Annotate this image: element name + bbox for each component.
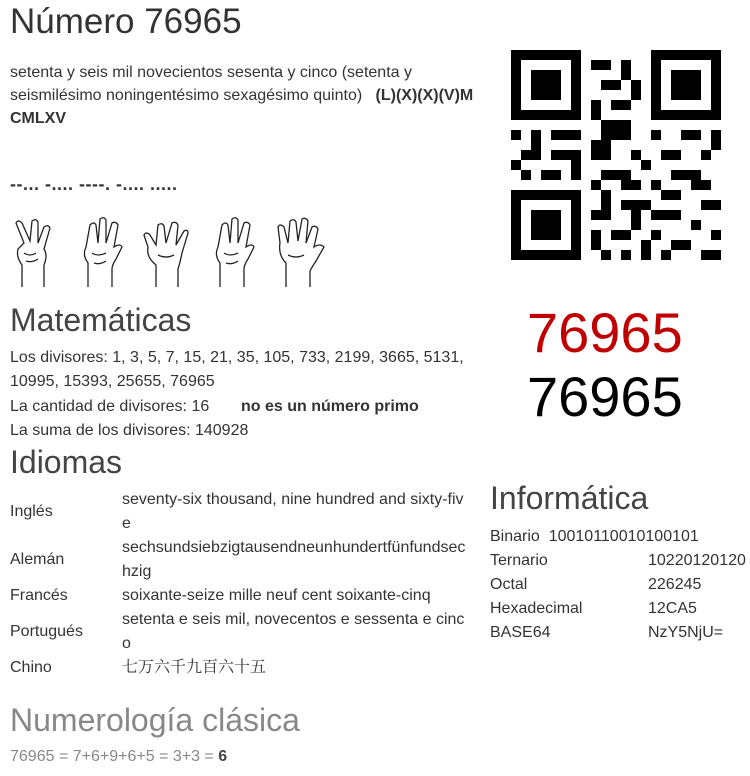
divisor-sum: La suma de los divisores: 140928 <box>10 422 249 439</box>
info-label: Ternario <box>490 552 548 569</box>
info-label: Hexadecimal <box>490 600 583 617</box>
ternary-row <box>490 549 746 573</box>
binary-label: Binario <box>490 528 540 545</box>
language-name: Francés <box>10 587 68 604</box>
language-name: Chino <box>10 659 52 676</box>
words-text: setenta y seis mil novecientos sesenta y cinco (setenta y seismilésimo noningentésimo sexagésimo quinto) <box>10 64 412 104</box>
prime-status: no es un número primo <box>241 398 419 415</box>
divisor-count: La cantidad de divisores: 16 <box>10 398 210 415</box>
info-value: 226245 <box>648 576 702 593</box>
info-label: Octal <box>490 576 528 593</box>
info-label: BASE64 <box>490 624 551 641</box>
qr-code <box>511 50 721 260</box>
hand-6-icon <box>76 213 128 289</box>
language-name: Inglés <box>10 503 53 520</box>
languages-heading: Idiomas <box>10 444 123 480</box>
number-in-words <box>10 61 480 130</box>
hand-7-icon <box>10 213 62 289</box>
computing-heading: Informática <box>490 480 649 516</box>
hand-6-icon <box>208 213 260 289</box>
number-display-black: 76965 <box>527 365 683 428</box>
morse-code: --... -.... ----. -.... ..... <box>10 174 178 194</box>
sign-language-hands <box>10 213 326 289</box>
roman-numeral: (L)(X)(X)(V)MCMLXV <box>10 87 474 127</box>
info-value: NzY5NjU= <box>648 624 724 641</box>
language-value: sechsundsiebzigtausendneunhundertfünfundsechzig <box>122 539 466 580</box>
binary-value: 10010110010100101 <box>548 528 699 545</box>
numerology-heading: Numerología clásica <box>10 702 300 738</box>
numerology-result: 6 <box>218 748 228 765</box>
hand-9-icon <box>142 213 194 289</box>
info-value: 12CA5 <box>648 600 697 617</box>
language-name: Portugués <box>10 623 83 640</box>
numerology-formula: 76965 = 7+6+9+6+5 = 3+3 = <box>10 748 219 765</box>
language-value: 七万六千九百六十五 <box>122 659 267 676</box>
language-name: Alemán <box>10 551 65 568</box>
base64-row <box>490 621 724 645</box>
number-display-red: 76965 <box>527 301 683 364</box>
binary-row <box>490 525 699 549</box>
page-title: Número 76965 <box>10 2 242 41</box>
divisor-count-row <box>10 395 480 419</box>
hexadecimal-row <box>490 597 697 621</box>
language-value: setenta e seis mil, novecentos e sessenta e cinco <box>122 611 465 652</box>
numerology-formula-row <box>10 748 227 766</box>
octal-row <box>490 573 702 597</box>
math-heading: Matemáticas <box>10 302 192 338</box>
language-value: soixante-seize mille neuf cent soixante-cinq <box>122 587 431 604</box>
divisors-text: Los divisores: 1, 3, 5, 7, 15, 21, 35, 105, 733, 2199, 3665, 5131, 10995, 15393, 25655, 76965 <box>10 349 464 390</box>
info-value: 10220120120 <box>648 552 746 569</box>
language-value: seventy-six thousand, nine hundred and sixty-five <box>122 491 464 532</box>
hand-5-icon <box>274 213 326 289</box>
